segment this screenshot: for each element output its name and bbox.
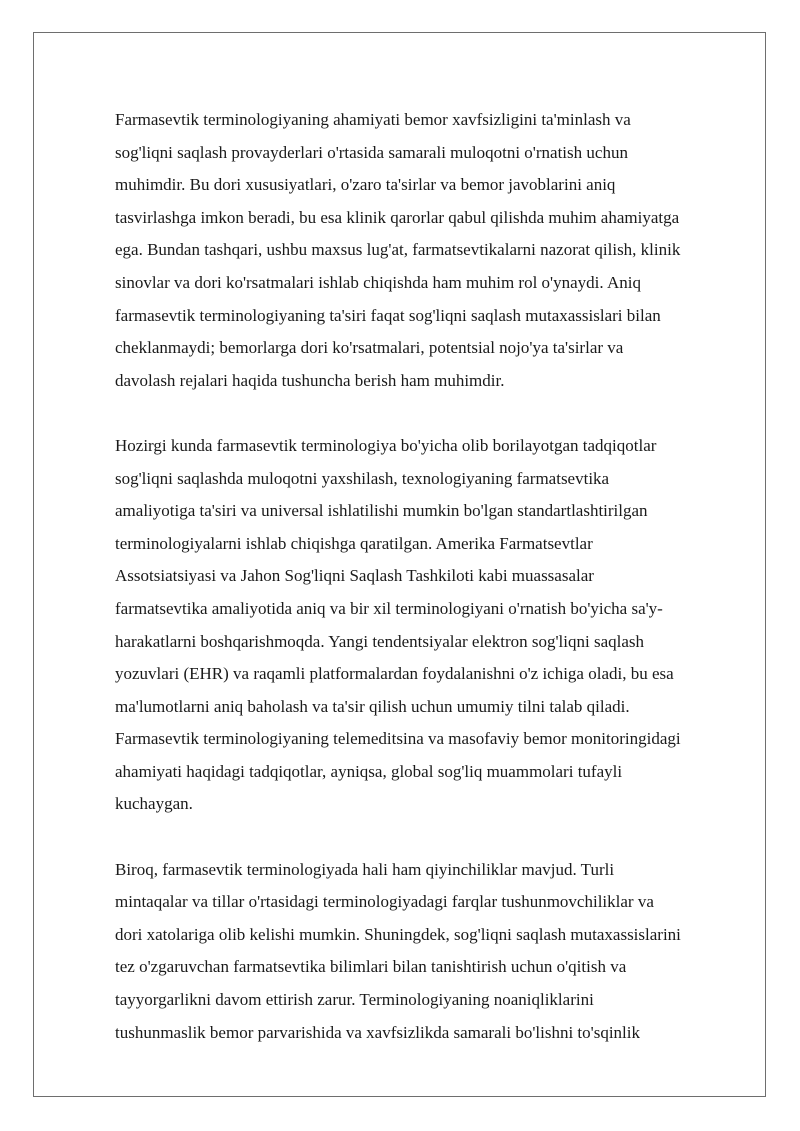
text-line: farmasevtik terminologiyaning ta'siri faqat sog'liqni saqlash mutaxassislari bilan xyxy=(115,305,661,325)
text-line: ma'lumotlarni aniq baholash va ta'sir qilish uchun umumiy tilni talab qiladi. xyxy=(115,696,630,716)
text-line: tushunmaslik bemor parvarishida va xavfsizlikda samarali bo'lishni to'sqinlik xyxy=(115,1022,640,1042)
paragraph-3 xyxy=(115,854,745,1050)
text-line: kuchaygan. xyxy=(115,794,193,814)
text-line: Farmasevtik terminologiyaning ahamiyati bemor xavfsizligini ta'minlash va xyxy=(115,110,631,129)
text-line: terminologiyalarni ishlab chiqishga qaratilgan. Amerika Farmatsevtlar xyxy=(115,533,593,553)
text-line: tez o'zgaruvchan farmatsevtika bilimlari bilan tanishtirish uchun o'qitish va xyxy=(115,957,627,977)
paragraph-2 xyxy=(115,430,745,821)
text-line: sog'liqni saqlash provayderlari o'rtasida samarali muloqotni o'rnatish uchun xyxy=(115,142,628,162)
text-line: amaliyotiga ta'siri va universal ishlatilishi mumkin bo'lgan standartlashtirilgan xyxy=(115,501,648,521)
text-line: dori xatolariga olib kelishi mumkin. Shuningdek, sog'liqni saqlash mutaxassislarini xyxy=(115,924,681,944)
text-line: Farmasevtik terminologiyaning telemeditsina va masofaviy bemor monitoringidagi xyxy=(115,729,681,749)
text-line: sinovlar va dori ko'rsatmalari ishlab chiqishda ham muhim rol o'ynaydi. Aniq xyxy=(115,272,641,292)
paragraph-1 xyxy=(115,104,745,397)
document-body xyxy=(115,104,745,1082)
text-line: yozuvlari (EHR) va raqamli platformalardan foydalanishni o'z ichiga oladi, bu esa xyxy=(115,664,674,684)
text-line: sog'liqni saqlashda muloqotni yaxshilash, texnologiyaning farmatsevtika xyxy=(115,468,610,488)
text-line: davolash rejalari haqida tushuncha berish ham muhimdir. xyxy=(115,370,505,390)
text-line: mintaqalar va tillar o'rtasidagi terminologiyadagi farqlar tushunmovchiliklar va xyxy=(115,892,654,912)
text-line: cheklanmaydi; bemorlarga dori ko'rsatmalari, potentsial nojo'ya ta'sirlar va xyxy=(115,338,624,358)
text-line: farmatsevtika amaliyotida aniq va bir xil terminologiyani o'rnatish bo'yicha sa'y- xyxy=(115,598,663,618)
text-line: ega. Bundan tashqari, ushbu maxsus lug'at, farmatsevtikalarni nazorat qilish, klinik xyxy=(115,240,681,260)
text-line: tasvirlashga imkon beradi, bu esa klinik qarorlar qabul qilishda muhim ahamiyatga xyxy=(115,207,680,227)
text-line: Hozirgi kunda farmasevtik terminologiya bo'yicha olib borilayotgan tadqiqotlar xyxy=(115,435,657,455)
text-line: muhimdir. Bu dori xususiyatlari, o'zaro ta'sirlar va bemor javoblarini aniq xyxy=(115,175,616,195)
text-line: tayyorgarlikni davom ettirish zarur. Terminologiyaning noaniqliklarini xyxy=(115,990,594,1010)
text-line: Biroq, farmasevtik terminologiyada hali ham qiyinchiliklar mavjud. Turli xyxy=(115,859,615,879)
text-line: Assotsiatsiyasi va Jahon Sog'liqni Saqlash Tashkiloti kabi muassasalar xyxy=(115,566,594,586)
text-line: harakatlarni boshqarishmoqda. Yangi tendentsiyalar elektron sog'liqni saqlash xyxy=(115,631,645,651)
text-line: ahamiyati haqidagi tadqiqotlar, ayniqsa, global sog'liq muammolari tufayli xyxy=(115,761,623,781)
